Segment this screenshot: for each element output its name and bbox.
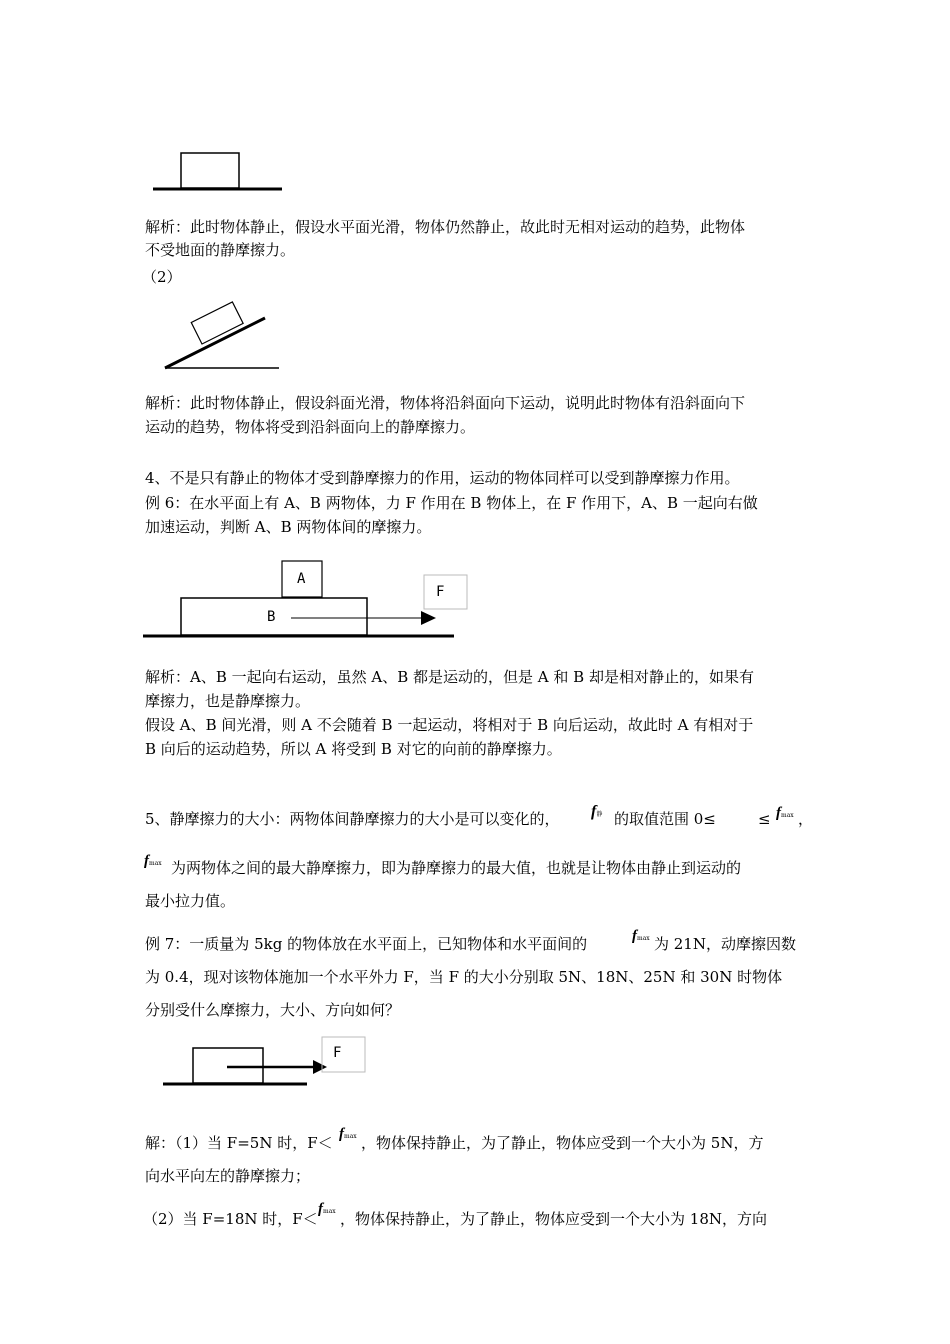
solution-1-line-2: 向水平向左的静摩擦力； xyxy=(145,1167,311,1185)
f-letter: f xyxy=(776,805,781,821)
f-letter: f xyxy=(339,1126,344,1142)
f-letter: f xyxy=(318,1201,323,1217)
point-5-line-1a: 5、静摩擦力的大小：两物体间静摩擦力的大小是可以变化的， xyxy=(145,810,560,828)
block xyxy=(193,1048,263,1083)
analysis-1-line-1: 解析：此时物体静止，假设水平面光滑，物体仍然静止，故此时无相对运动的趋势，此物体 xyxy=(145,218,746,236)
analysis-3-line-1: 解析：A、B 一起向右运动，虽然 A、B 都是运动的，但是 A 和 B 却是相对静止的，如果有 xyxy=(145,668,754,686)
sub-max: max xyxy=(149,860,162,867)
label-a: A xyxy=(297,571,306,587)
force-label-box xyxy=(322,1037,365,1072)
point-5-line-1c: ≤ xyxy=(758,810,771,828)
label-f: F xyxy=(333,1045,342,1061)
sub-max: max xyxy=(781,812,794,819)
point-5-line-3: 最小拉力值。 xyxy=(145,892,236,910)
point-5-line-2: 为两物体之间的最大静摩擦力，即为静摩擦力的最大值，也就是让物体由静止到运动的 xyxy=(171,859,742,877)
solution-1-line-1b: ，物体保持静止，为了静止，物体应受到一个大小为 5N，方 xyxy=(361,1134,764,1152)
analysis-3-line-2: 摩擦力，也是静摩擦力。 xyxy=(145,692,311,710)
sub-max: max xyxy=(344,1133,357,1140)
f-max-symbol xyxy=(339,1124,357,1143)
analysis-3-line-3: 假设 A、B 间光滑，则 A 不会随着 B 一起运动，将相对于 B 向后运动，故此时 A 有相对于 xyxy=(145,716,754,734)
example-6-line-2: 加速运动，判断 A、B 两物体间的摩擦力。 xyxy=(145,518,432,536)
f-letter: f xyxy=(591,803,597,820)
solution-2-line-1a: （2）当 F=18N 时，F＜ xyxy=(143,1210,318,1228)
analysis-3-line-4: B 向后的运动趋势，所以 A 将受到 B 对它的向前的静摩擦力。 xyxy=(145,740,562,758)
analysis-1-line-2: 不受地面的静摩擦力。 xyxy=(145,241,296,259)
sub-max: max xyxy=(323,1208,336,1215)
sub-static: 静 xyxy=(596,811,603,818)
solution-1-line-1a: 解：（1）当 F=5N 时，F＜ xyxy=(145,1134,333,1152)
label-f: F xyxy=(436,584,445,600)
point-5-line-1d: ， xyxy=(798,810,814,828)
point-5-line-1b: 的取值范围 0≤ xyxy=(614,810,716,828)
sub-max: max xyxy=(637,935,650,942)
example-7-line-3: 分别受什么摩擦力，大小、方向如何？ xyxy=(145,1001,401,1019)
example-7-line-2: 为 0.4，现对该物体施加一个水平外力 F，当 F 的大小分别取 5N、18N、25N 和 30N 时物体 xyxy=(145,968,783,986)
point-4: 4、不是只有静止的物体才受到静摩擦力的作用，运动的物体同样可以受到静摩擦力作用。 xyxy=(145,469,740,487)
f-letter: f xyxy=(144,853,149,869)
f-letter: f xyxy=(632,928,637,944)
analysis-2-line-1: 解析：此时物体静止，假设斜面光滑，物体将沿斜面向下运动，说明此时物体有沿斜面向下 xyxy=(145,394,746,412)
case-label-2: （2） xyxy=(142,268,182,286)
example-7-line-1a: 例 7：一质量为 5kg 的物体放在水平面上，已知物体和水平面间的 xyxy=(145,935,588,953)
solution-2-line-1b: ，物体保持静止，为了静止，物体应受到一个大小为 18N，方向 xyxy=(340,1210,767,1228)
example-7-line-1b: 为 21N，动摩擦因数 xyxy=(654,935,796,953)
analysis-2-line-2: 运动的趋势，物体将受到沿斜面向上的静摩擦力。 xyxy=(145,418,476,436)
label-b: B xyxy=(267,609,276,625)
example-6-line-1: 例 6：在水平面上有 A、B 两物体，力 F 作用在 B 物体上，在 F 作用下，A、B 一起向右做 xyxy=(145,494,758,512)
f-max-symbol xyxy=(318,1199,336,1218)
